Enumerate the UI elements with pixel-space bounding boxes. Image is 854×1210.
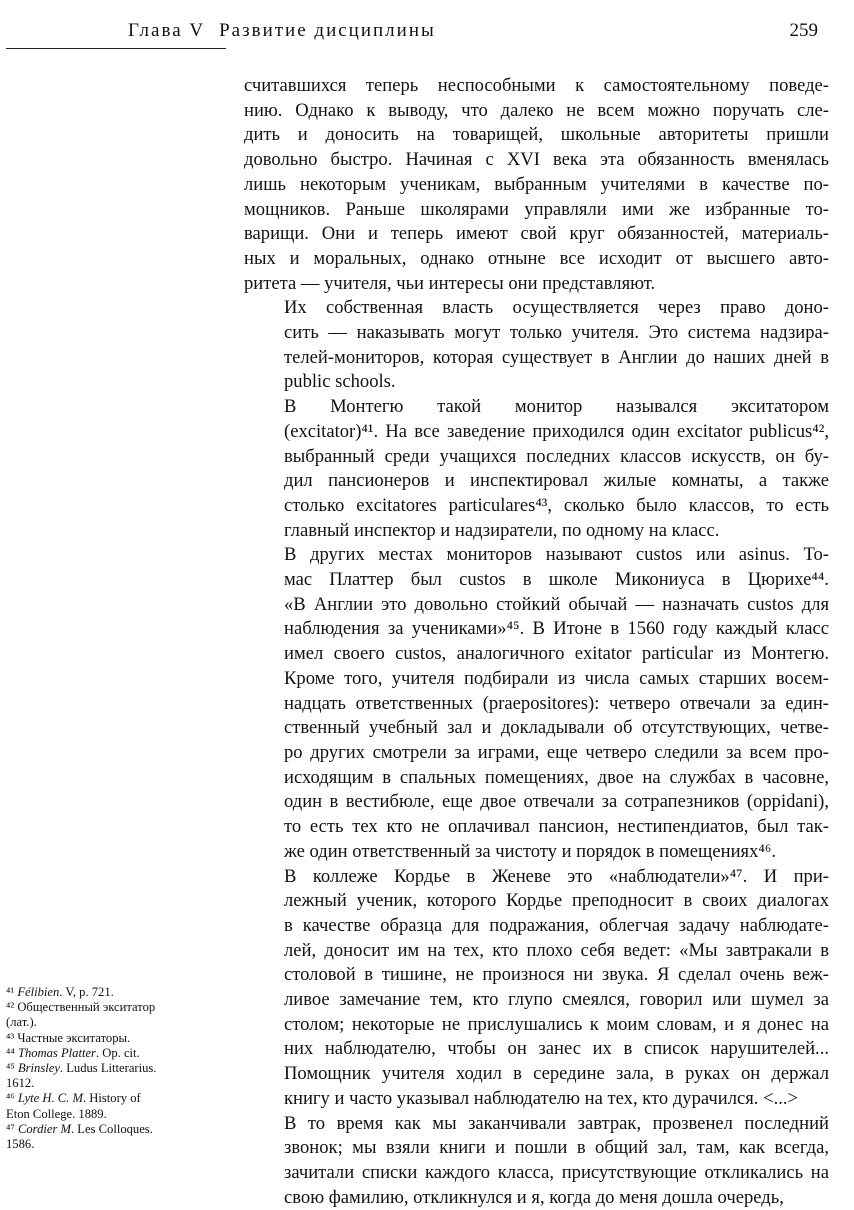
footnote-line: [6, 1137, 226, 1152]
paragraph: [244, 543, 829, 864]
footnote-author: Cordier M: [17, 1121, 71, 1136]
text-line: столько excitatores particulares⁴³, сколько было классов, то есть: [284, 494, 829, 516]
header-rule: [6, 48, 226, 49]
footnote-line: [6, 1107, 226, 1122]
text-line: довольно быстро. Начиная с XVI века эта обязанность вменялась: [244, 149, 829, 171]
text-line: лишь некоторым ученикам, выбранным учителями в качестве по-: [244, 173, 829, 195]
footnote-line: [6, 985, 226, 1000]
text-line: ливое замечание тем, кто глупо смеялся, говорил или шумел за: [284, 989, 829, 1011]
text-line: свою фамилию, откликнулся и я, когда до меня дошла очередь,: [284, 1186, 784, 1208]
footnote-marker: ⁴⁵: [6, 1061, 18, 1076]
text-line: дить и доносить на товарищей, школьные авторитеты пришли: [244, 124, 829, 146]
text-line: столовой в тишине, не произнося ни звука. Я сделал очень веж-: [284, 964, 829, 986]
footnote-text: . V, p. 721.: [59, 985, 114, 999]
text-line: столом; некоторые не прислушались к моим словам, и я донес на: [284, 1013, 829, 1035]
text-line: Кроме того, учителя подбирали из числа самых старших восем-: [284, 667, 829, 689]
text-line: то есть тех кто не оплачивал пансион, нестипендиатов, был так-: [284, 816, 829, 838]
body-text: [244, 74, 829, 1210]
footnote-text: 1612.: [6, 1076, 35, 1091]
text-line: них наблюдателю, чтобы он занес их в список нарушителей...: [284, 1038, 829, 1060]
paragraph: [244, 395, 829, 543]
footnote-marker: ⁴⁷: [6, 1121, 18, 1136]
footnote-marker: ⁴⁴: [6, 1045, 18, 1060]
paragraph: [244, 865, 829, 1112]
text-line: ственный учебный зал и докладывали об отсутствующих, четве-: [284, 717, 829, 739]
text-line: В то время как мы заканчивали завтрак, прозвенел последний: [284, 1112, 829, 1134]
text-line: варищи. Они и теперь имеют свой круг обязанностей, материаль-: [244, 223, 829, 245]
footnote-line: [6, 1122, 226, 1137]
footnote-text: Общественный экситатор: [17, 1000, 156, 1015]
footnote-author: Félibien: [17, 985, 60, 999]
paragraph: [244, 296, 829, 395]
text-line: public schools.: [284, 371, 396, 393]
footnote-line: [6, 1031, 226, 1046]
text-line: имел своего custos, аналогичного exitator particular из Монтегю.: [284, 643, 829, 665]
footnote-text: Eton College. 1889.: [6, 1106, 107, 1121]
text-line: звонок; мы взяли книги и пошли в общий зал, там, как всегда,: [284, 1137, 829, 1159]
footnote-text: Частные экситаторы.: [17, 1030, 131, 1045]
page-number: 259: [789, 20, 818, 41]
footnote-marker: ⁴⁶: [6, 1091, 18, 1106]
footnote-line: [6, 1076, 226, 1091]
text-line: лей, доносит им на тех, кто плохо себя ведет: «Мы завтракали в: [284, 939, 829, 961]
text-line: ро других смотрели за играми, еще четверо следили за всем про-: [284, 741, 829, 763]
running-header: [128, 20, 436, 42]
footnote-text: . History of: [82, 1091, 141, 1106]
footnote-text: . Op. cit.: [95, 1045, 140, 1060]
footnote-line: [6, 1000, 226, 1015]
footnote-text: . Les Colloques.: [71, 1121, 153, 1136]
chapter-title: Развитие дисциплины: [219, 20, 436, 41]
text-line: (excitator)⁴¹. На все заведение приходился один excitator publicus⁴²,: [284, 420, 829, 442]
text-line: ритета — учителя, чьи интересы они представляют.: [244, 272, 656, 294]
paragraph: [244, 74, 829, 296]
text-line: Их собственная власть осуществляется через право доно-: [284, 297, 829, 319]
text-line: В других местах мониторов называют custos или asinus. То-: [284, 544, 829, 566]
text-line: выбранный среди учащихся последних классов искусств, он бу-: [284, 445, 829, 467]
footnote-line: [6, 1046, 226, 1061]
text-line: В коллеже Кордье в Женеве это «наблюдатели»⁴⁷. И при-: [284, 865, 829, 887]
text-line: считавшихся теперь неспособными к самостоятельному поведе-: [244, 75, 829, 96]
footnote-marker: ⁴¹: [6, 985, 18, 999]
text-line: надцать ответственных (praepositores): четверо отвечали за един-: [284, 692, 829, 714]
footnote-marker: ⁴³: [6, 1030, 18, 1045]
footnote-line: [6, 1091, 226, 1106]
text-line: телей-мониторов, которая существует в Англии до наших дней в: [284, 346, 829, 368]
text-line: главный инспектор и надзиратели, по одному на класс.: [284, 519, 720, 541]
footnote-author: Thomas Platter: [17, 1045, 96, 1060]
text-line: мас Платтер был custos в школе Микониуса в Цюрихе⁴⁴.: [284, 569, 829, 591]
text-line: же один ответственный за чистоту и порядок в помещениях⁴⁶.: [284, 840, 776, 862]
text-line: зачитали списки каждого класса, присутствующие откликались на: [284, 1161, 829, 1183]
text-line: наблюдения за учениками»⁴⁵. В Итоне в 1560 году каждый класс: [284, 618, 829, 640]
text-line: в качестве образца для подражания, облегчая задачу наблюдате-: [284, 914, 829, 936]
text-line: Помощник учителя ходил в середине зала, в руках он держал: [284, 1063, 829, 1085]
footnote-marker: ⁴²: [6, 1000, 18, 1015]
text-line: дил пансионеров и инспектировал жилые комнаты, а также: [284, 470, 829, 492]
text-line: мощников. Раньше школярами управляли ими же избранные то-: [244, 198, 829, 220]
text-line: книгу и часто указывал наблюдателю на тех, кто дурачился. <...>: [284, 1087, 799, 1109]
text-line: В Монтегю такой монитор назывался экситатором: [284, 396, 829, 418]
text-line: лежный ученик, которого Кордье преподносит в своих диалогах: [284, 890, 829, 912]
footnote-author: Lyte H. C. M: [17, 1091, 83, 1106]
text-line: «В Англии это довольно стойкий обычай — назначать custos для: [284, 593, 829, 615]
chapter-label: Глава V: [128, 20, 206, 41]
text-line: ных и моральных, однако отныне все исходит от высшего авто-: [244, 247, 829, 269]
footnote-author: Brinsley: [17, 1061, 60, 1076]
text-line: сить — наказывать могут только учителя. Это система надзира-: [284, 322, 829, 344]
footnote-line: [6, 1015, 226, 1030]
footnotes: [6, 985, 226, 1152]
footnote-text: (лат.).: [6, 1015, 37, 1030]
text-line: один в вестибюле, еще двое отвечали за сотрапезников (oppidani),: [284, 791, 829, 813]
footnote-text: . Ludus Litterarius.: [59, 1061, 157, 1076]
text-line: исходящим в спальных помещениях, двое на службах в часовне,: [284, 766, 829, 788]
paragraph: [244, 1112, 829, 1210]
text-line: нию. Однако к выводу, что далеко не всем можно поручать сле-: [244, 99, 829, 121]
footnote-line: [6, 1061, 226, 1076]
footnote-text: 1586.: [6, 1137, 35, 1152]
